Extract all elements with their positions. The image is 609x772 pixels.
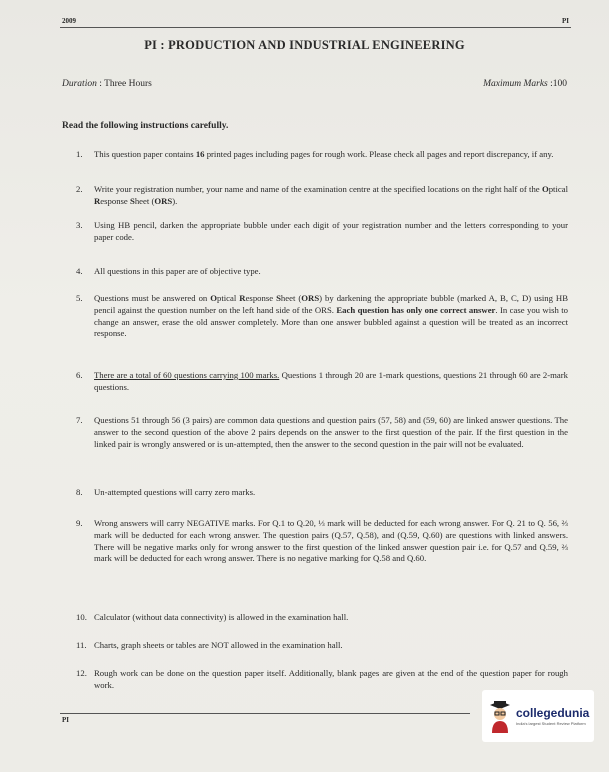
instruction-text-segment: Charts, graph sheets or tables are NOT allowed in the examination hall.	[94, 640, 343, 650]
watermark-name: collegedunia	[516, 706, 590, 720]
instruction-text-segment: 16	[195, 149, 205, 159]
instruction-number: 2.	[76, 184, 83, 194]
instruction-text	[94, 266, 568, 278]
instruction-item	[76, 612, 568, 624]
instruction-number: 3.	[76, 220, 83, 230]
instruction-item	[76, 518, 568, 565]
maximum-marks-label: Maximum Marks	[483, 79, 548, 89]
instruction-item	[76, 370, 568, 394]
instruction-text-segment: All questions in this paper are of objective type.	[94, 266, 261, 276]
instruction-item	[76, 184, 568, 208]
instruction-text-segment: S	[276, 293, 281, 303]
instruction-text	[94, 612, 568, 624]
instruction-text-segment: This question paper contains	[94, 149, 196, 159]
instruction-number: 5.	[76, 293, 83, 303]
instruction-text-segment: . In case you wish to change an answer, erase the old answer completely. More than one answer bubbled against a question will be treated as an incorrect response.	[94, 304, 568, 339]
instruction-text-segment: ptical	[217, 293, 240, 303]
instruction-text-segment: R	[94, 195, 101, 206]
instruction-number: 4.	[76, 266, 83, 276]
instruction-number: 11.	[76, 640, 87, 650]
instruction-text-segment: Write your registration number, your name and name of the examination centre at the specified locations on the right half of the	[94, 184, 542, 194]
instruction-text-segment: Un-attempted questions will carry zero marks.	[94, 487, 256, 497]
watermark-tagline: India's largest Student Review Platform	[516, 721, 586, 726]
instruction-number: 9.	[76, 518, 83, 528]
maximum-marks: Maximum Marks :100	[483, 79, 567, 89]
maximum-marks-value: 100	[552, 79, 567, 89]
instruction-item	[76, 487, 568, 499]
instruction-item	[76, 415, 568, 450]
instruction-text	[94, 518, 568, 565]
instructions-heading: Read the following instructions carefully.	[62, 121, 229, 131]
instruction-text-segment: Rough work can be done on the question paper itself. Additionally, blank pages are given at the end of the question paper for rough work.	[94, 668, 568, 690]
header-paper-code: PI	[562, 17, 569, 25]
header-year: 2009	[62, 17, 76, 25]
instruction-text	[94, 220, 568, 244]
instruction-text-segment: ORS	[301, 293, 320, 303]
instruction-item	[76, 266, 568, 278]
instruction-text-segment: ) by darkening the appropriate bubble (marked A, B, C, D) using HB pencil against the question number on the left hand side of the ORS.	[94, 293, 568, 315]
instruction-text-segment: Questions 1 through 20 are 1-mark questions, questions 21 through 60 are 2-mark questions.	[94, 370, 569, 392]
instruction-text-segment: Questions must be answered on	[94, 293, 211, 303]
instruction-text	[94, 487, 568, 499]
instruction-text-segment: printed pages including pages for rough work. Please check all pages and report discrepancy, if any.	[204, 149, 554, 159]
collegedunia-watermark	[482, 690, 594, 742]
instruction-text-segment: heet (	[280, 293, 302, 303]
instruction-text-segment: ).	[172, 195, 178, 206]
graduate-mascot-icon	[488, 699, 512, 733]
instruction-text	[94, 668, 568, 692]
instruction-text-segment: heet (	[134, 195, 155, 206]
instruction-text-segment: Questions 51 through 56 (3 pairs) are common data questions and question pairs (57, 58) and (59, 60) are linked answer questions. The answer to the second question of the above 2 pairs depends on the answer to the first question of the pair. If the first question in the linked pair is wrongly answered or is un-attempted, then the answer to the second question in the pair will not be evaluated.	[94, 415, 568, 449]
instruction-text	[94, 370, 568, 394]
footer-divider	[60, 713, 470, 714]
instruction-text-segment: Each question has only one correct answer	[336, 304, 496, 315]
instruction-text-segment: ORS	[154, 195, 173, 206]
instruction-item	[76, 149, 568, 161]
instruction-text-segment: R	[239, 293, 246, 303]
duration: Duration : Three Hours	[62, 79, 152, 89]
instruction-item	[76, 640, 568, 652]
instruction-number: 7.	[76, 415, 83, 425]
instruction-text-segment: O	[541, 184, 549, 194]
instruction-item	[76, 293, 568, 340]
instruction-text-segment: Using HB pencil, darken the appropriate bubble under each digit of your registration number and the letters corresponding to your paper code.	[94, 220, 568, 242]
instruction-text-segment: ptical	[548, 184, 568, 194]
instruction-text	[94, 293, 568, 340]
instruction-text-segment: Calculator (without data connectivity) is allowed in the examination hall.	[94, 612, 349, 622]
instruction-text-segment: Wrong answers will carry NEGATIVE marks. For Q.1 to Q.20, ⅓ mark will be deducted for each wrong answer. For Q. 21 to Q. 56, ⅔ mark will be deducted for each wrong answer. The question pairs (Q.57, Q.58), and (Q.59, Q.60) are questions with linked answers. There will be negative marks only for wrong answer to the first question of the linked answer question pair i.e. for Q.57 and Q.59, ⅔ mark will be deducted for each wrong answer. There is no negative marking for Q.58 and Q.60.	[94, 518, 568, 564]
duration-label: Duration	[62, 79, 97, 89]
instruction-number: 12.	[76, 668, 87, 678]
instruction-number: 6.	[76, 370, 83, 380]
instruction-number: 1.	[76, 149, 83, 159]
instruction-text-segment: O	[210, 293, 218, 303]
duration-value: Three Hours	[104, 79, 152, 89]
instruction-text	[94, 640, 568, 652]
instruction-item	[76, 668, 568, 692]
instruction-number: 10.	[76, 612, 87, 622]
page-title: PI : PRODUCTION AND INDUSTRIAL ENGINEERING	[144, 38, 465, 52]
instruction-text-segment: esponse	[245, 293, 277, 303]
instruction-text-segment: esponse	[100, 195, 130, 206]
instruction-text	[94, 149, 568, 161]
instruction-number: 8.	[76, 487, 83, 497]
instruction-text-segment: There are a total of 60 questions carrying 100 marks.	[94, 370, 280, 380]
header-divider	[60, 27, 571, 28]
instruction-item	[76, 220, 568, 244]
instruction-text	[94, 415, 568, 450]
instruction-text-segment: S	[129, 195, 135, 206]
footer-paper-code: PI	[62, 716, 69, 724]
instruction-text	[94, 184, 568, 208]
